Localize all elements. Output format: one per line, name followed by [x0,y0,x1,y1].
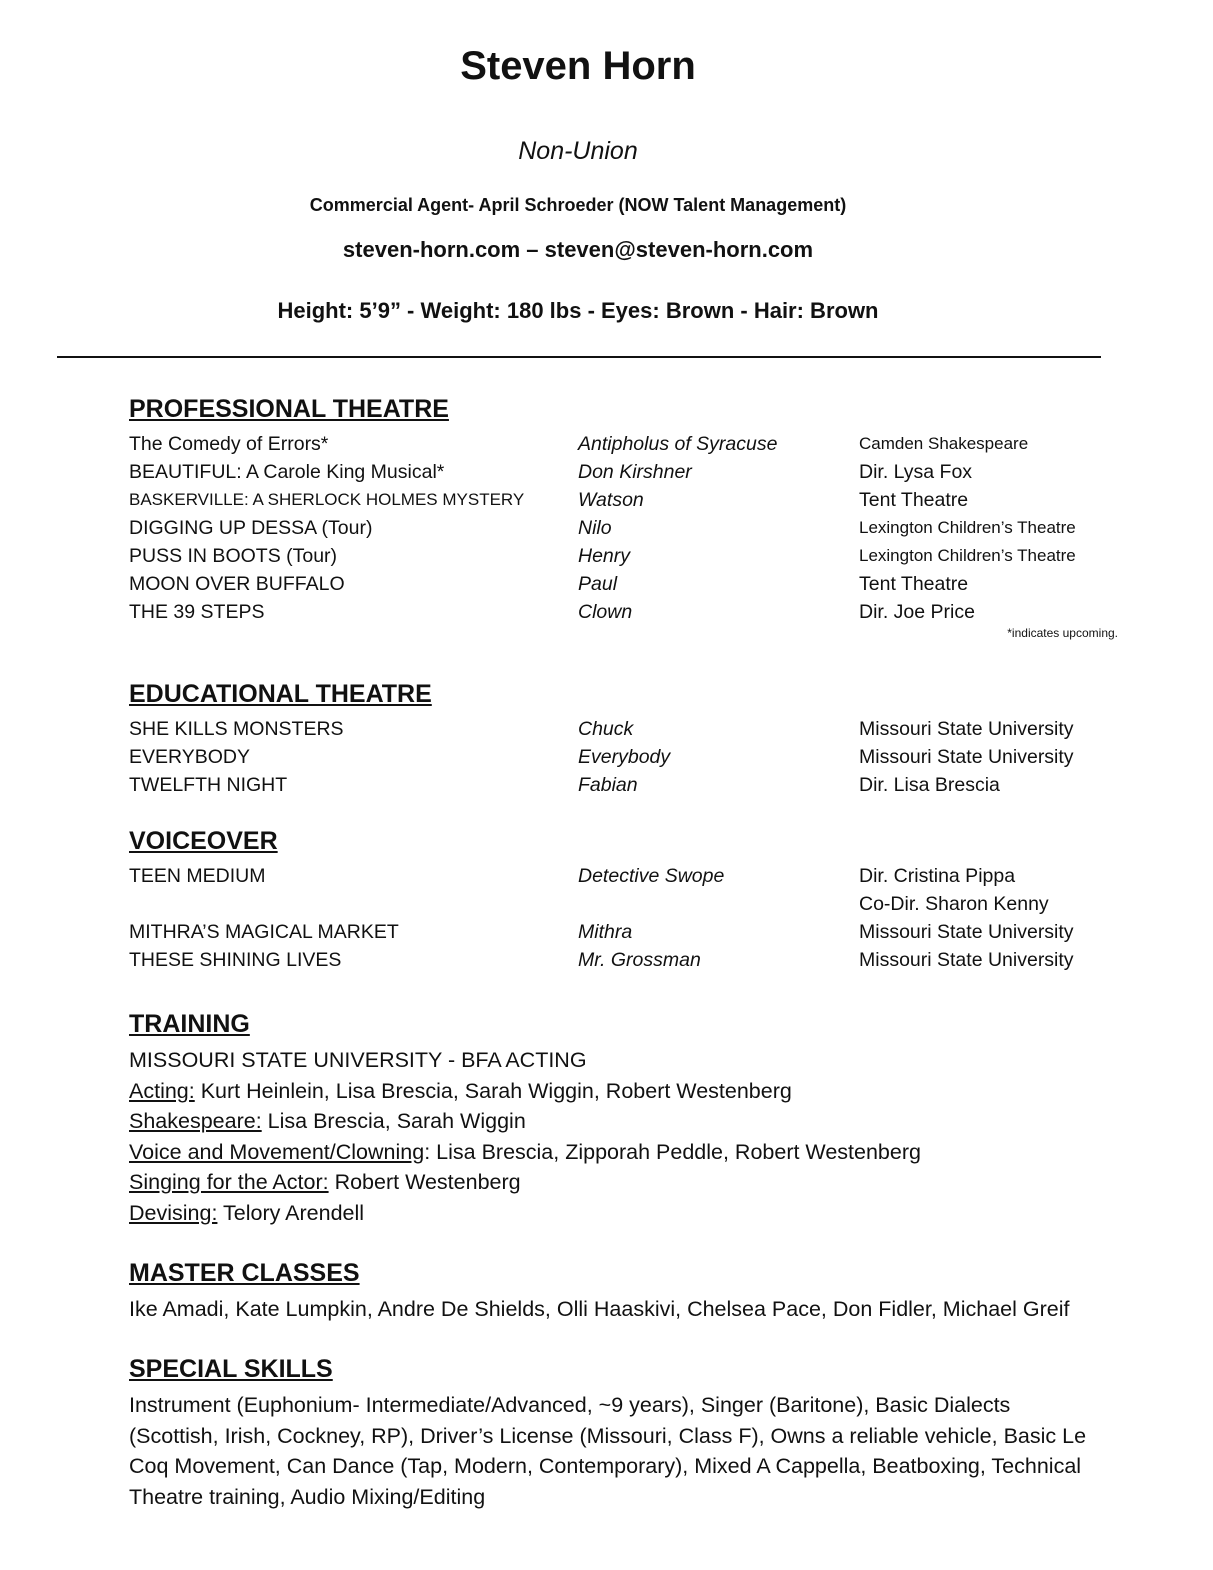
header-divider [57,356,1101,358]
upcoming-footnote: *indicates upcoming. [1007,626,1118,640]
credit-row [129,946,1129,974]
union-status: Non-Union [518,137,638,165]
agent-line: Commercial Agent- April Schroeder (NOW Talent Management) [309,195,847,215]
contact-line: steven-horn.com – steven@steven-horn.com [342,237,814,262]
role: Antipholus of Syracuse [578,433,778,455]
resume-name: Steven Horn [460,44,696,88]
role: Chuck [578,718,634,740]
show-title: BEAUTIFUL: A Carole King Musical* [129,461,445,483]
training-label: Acting: [129,1078,195,1103]
show-title: EVERYBODY [129,746,251,768]
show-title: DIGGING UP DESSA (Tour) [129,517,373,539]
company: Dir. Cristina Pippa [859,865,1016,887]
credit-row [129,771,1129,799]
show-title: PUSS IN BOOTS (Tour) [129,545,338,567]
training-label: Voice and Movement/Clowning [129,1139,425,1164]
role: Watson [578,489,644,511]
credit-row [129,743,1129,771]
company: Missouri State University [859,718,1074,740]
show-title: MOON OVER BUFFALO [129,573,345,595]
professional-theatre-section [129,394,1129,642]
role: Clown [578,601,633,623]
training-label: Devising: [129,1200,218,1225]
credit-row [129,486,1129,514]
company: Tent Theatre [859,573,969,595]
show-title: THE 39 STEPS [129,601,265,623]
credit-row [129,514,1129,542]
company: Dir. Lisa Brescia [859,774,1000,796]
training-teachers: Robert Westenberg [328,1170,521,1194]
company: Dir. Lysa Fox [859,461,973,483]
company: Co-Dir. Sharon Kenny [859,893,1049,915]
role: Detective Swope [578,865,725,887]
training-teachers: Kurt Heinlein, Lisa Brescia, Sarah Wiggin, Robert Westenberg [194,1078,792,1103]
credit-row [129,862,1129,890]
company: Lexington Children’s Theatre [859,546,1076,565]
role: Everybody [578,746,671,768]
role: Paul [578,573,618,595]
section-heading: EDUCATIONAL THEATRE [129,680,432,708]
training-section [129,1009,1129,1228]
credit-row [129,430,1129,458]
show-title: BASKERVILLE: A SHERLOCK HOLMES MYSTERY [129,490,525,509]
show-title: The Comedy of Errors* [129,433,329,455]
company: Missouri State University [859,746,1074,768]
training-line [129,1198,1129,1229]
company: Missouri State University [859,921,1074,943]
show-title: MITHRA’S MAGICAL MARKET [129,921,399,943]
show-title: TWELFTH NIGHT [129,774,288,796]
section-heading: SPECIAL SKILLS [129,1355,333,1383]
company: Tent Theatre [859,489,969,511]
credit-row [129,715,1129,743]
training-line [129,1076,1129,1107]
training-teachers: Lisa Brescia, Sarah Wiggin [261,1109,526,1133]
role: Mithra [578,921,633,943]
training-line [129,1137,1129,1168]
training-line [129,1106,1129,1137]
section-heading: PROFESSIONAL THEATRE [129,395,449,423]
company: Lexington Children’s Theatre [859,518,1076,537]
show-title: SHE KILLS MONSTERS [129,718,344,740]
training-teachers: Telory Arendell [217,1200,365,1225]
educational-theatre-section [129,679,1129,799]
physical-stats: Height: 5’9” - Weight: 180 lbs - Eyes: Brown - Hair: Brown [277,298,879,323]
training-teachers: : Lisa Brescia, Zipporah Peddle, Robert Westenberg [424,1139,921,1164]
training-label: Singing for the Actor: [129,1170,329,1194]
credit-row [129,918,1129,946]
role: Mr. Grossman [578,949,701,971]
credit-row [129,542,1129,570]
company: Camden Shakespeare [859,434,1029,453]
voiceover-section [129,826,1129,974]
section-heading: MASTER CLASSES [129,1259,360,1287]
special-skills-text: Instrument (Euphonium- Intermediate/Advanced, ~9 years), Singer (Baritone), Basic Dialects (Scottish, Irish, Cockney, RP), Driver’s License (Missouri, Class F), Owns a reliable vehicle, Basic Le Coq Movement, Can Dance (Tap, Modern, Contemporary), Mixed A Cappella, Beatboxing, Technical Theatre training, Audio Mixing/Editing [129,1393,1087,1509]
credit-row [129,598,1129,626]
company: Dir. Joe Price [859,601,975,623]
degree-line: MISSOURI STATE UNIVERSITY - BFA ACTING [129,1048,587,1072]
role: Fabian [578,774,638,796]
role: Don Kirshner [578,461,692,483]
section-heading: TRAINING [129,1010,250,1038]
role: Nilo [578,517,612,539]
training-label: Shakespeare: [129,1109,262,1133]
credit-row [129,458,1129,486]
credit-row [129,890,1129,918]
show-title: TEEN MEDIUM [129,865,266,887]
role: Henry [578,545,631,567]
special-skills-section [129,1354,1129,1512]
show-title: THESE SHINING LIVES [129,949,342,971]
master-classes-list: Ike Amadi, Kate Lumpkin, Andre De Shields, Olli Haaskivi, Chelsea Pace, Don Fidler, Michael Greif [129,1297,1070,1321]
credit-row [129,570,1129,598]
training-line [129,1167,1129,1198]
company: Missouri State University [859,949,1074,971]
master-classes-section [129,1258,1129,1325]
section-heading: VOICEOVER [129,827,278,855]
